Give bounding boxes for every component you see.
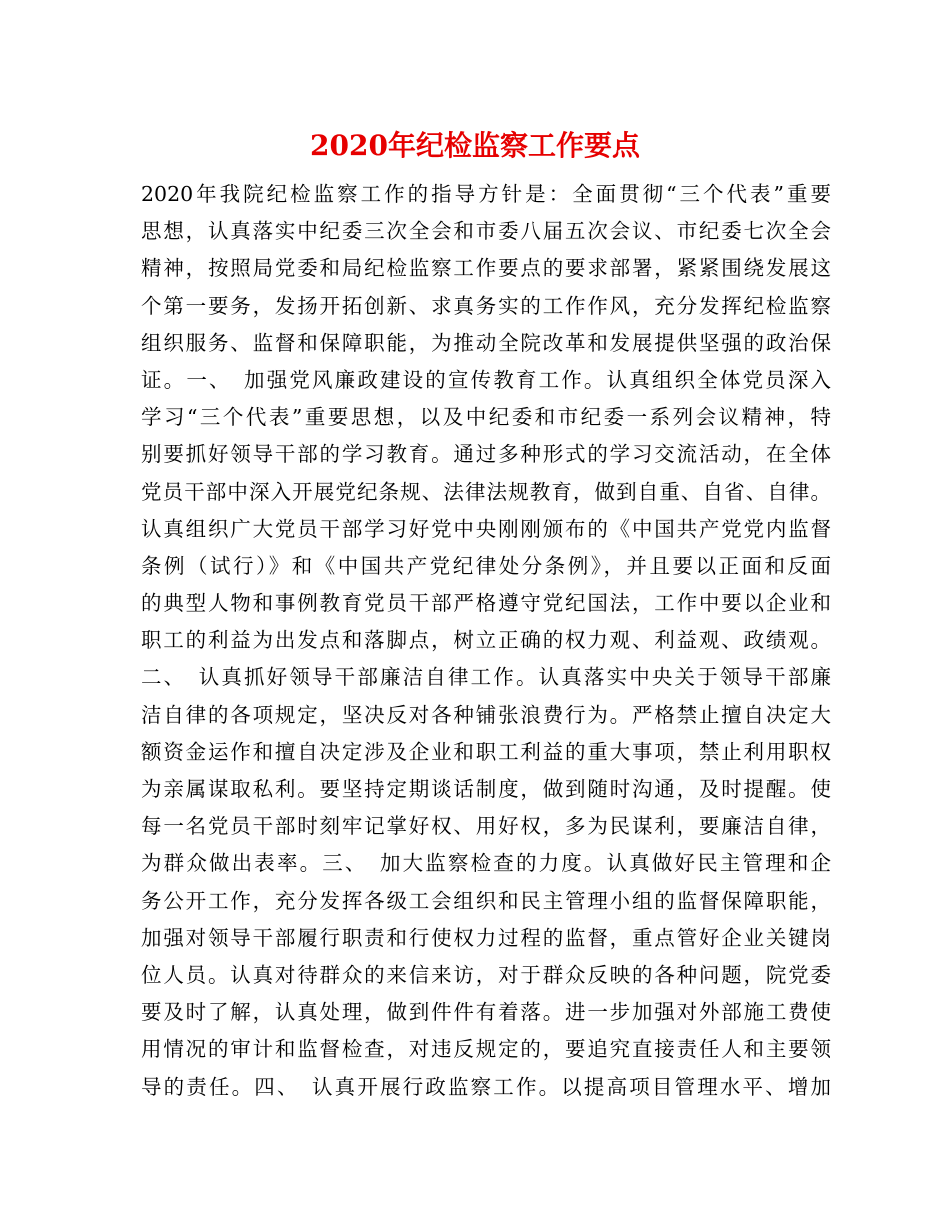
body-line: 位人员。认真对待群众的来信来访，对于群众反映的各种问题，院党委	[141, 962, 831, 987]
body-line: 认真组织广大党员干部学习好党中央刚刚颁布的《中国共产党党内监督	[141, 516, 831, 541]
body-line: 职工的利益为出发点和落脚点，树立正确的权力观、利益观、政绩观。	[141, 628, 831, 653]
body-line: 组织服务、监督和保障职能，为推动全院改革和发展提供坚强的政治保	[141, 330, 831, 355]
body-line: 学习“三个代表”重要思想，以及中纪委和市纪委一系列会议精神，特	[141, 405, 831, 430]
body-line: 每一名党员干部时刻牢记掌好权、用好权，多为民谋利，要廉洁自律，	[141, 814, 831, 839]
body-line: 党员干部中深入开展党纪条规、法律法规教育，做到自重、自省、自律。	[141, 479, 831, 504]
body-line: 的典型人物和事例教育党员干部严格遵守党纪国法，工作中要以企业和	[141, 591, 831, 616]
body-line: 加强对领导干部履行职责和行使权力过程的监督，重点管好企业关键岗	[141, 925, 831, 950]
document-title: 2020年纪检监察工作要点	[310, 129, 640, 162]
body-line: 要及时了解，认真处理，做到件件有着落。进一步加强对外部施工费使	[141, 1000, 831, 1025]
body-line: 导的责任。四、 认真开展行政监察工作。以提高项目管理水平、增加	[141, 1074, 831, 1099]
body-line: 额资金运作和擅自决定涉及企业和职工利益的重大事项，禁止利用职权	[141, 739, 831, 764]
body-line: 为亲属谋取私利。要坚持定期谈话制度，做到随时沟通，及时提醒。使	[141, 777, 831, 801]
body-line: 用情况的审计和监督检查，对违反规定的，要追究直接责任人和主要领	[141, 1037, 831, 1062]
document-body	[141, 176, 831, 1106]
body-line: 思想，认真落实中纪委三次全会和市委八届五次会议、市纪委七次全会	[141, 219, 831, 244]
body-line: 务公开工作，充分发挥各级工会组织和民主管理小组的监督保障职能，	[141, 888, 831, 913]
body-line: 精神，按照局党委和局纪检监察工作要点的要求部署，紧紧围绕发展这	[141, 256, 831, 281]
body-line: 证。一、 加强党风廉政建设的宣传教育工作。认真组织全体党员深入	[141, 367, 831, 392]
body-line: 2020年我院纪检监察工作的指导方针是：全面贯彻“三个代表”重要	[141, 182, 831, 206]
body-line: 二、 认真抓好领导干部廉洁自律工作。认真落实中央关于领导干部廉	[141, 665, 831, 690]
body-line: 洁自律的各项规定，坚决反对各种铺张浪费行为。严格禁止擅自决定大	[141, 702, 831, 727]
body-line: 为群众做出表率。三、 加大监察检查的力度。认真做好民主管理和企	[141, 851, 831, 876]
body-line: 个第一要务，发扬开拓创新、求真务实的工作作风，充分发挥纪检监察	[141, 293, 831, 318]
body-line: 别要抓好领导干部的学习教育。通过多种形式的学习交流活动，在全体	[141, 442, 831, 467]
body-line: 条例（试行）》和《中国共产党纪律处分条例》，并且要以正面和反面	[141, 553, 831, 578]
